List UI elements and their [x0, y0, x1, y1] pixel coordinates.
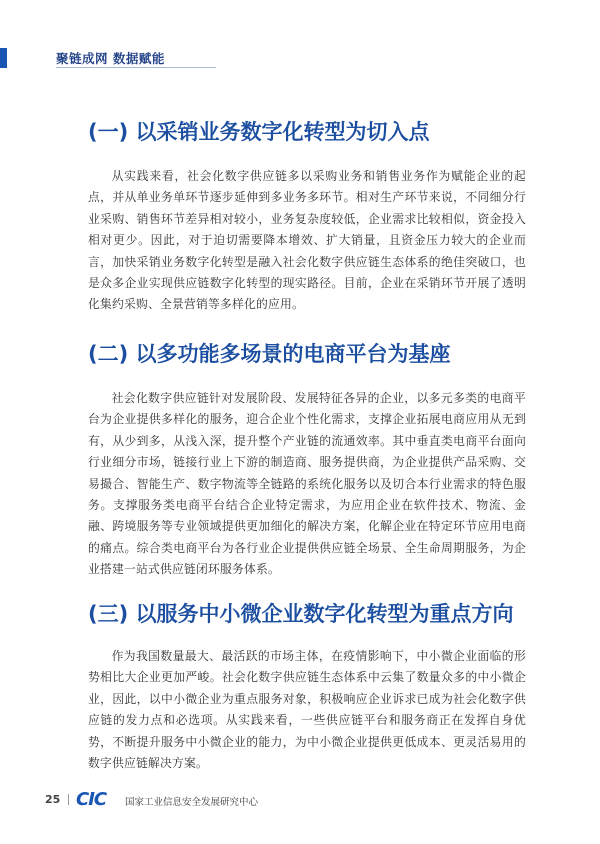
- section-3: [88, 600, 526, 774]
- running-header-title: 聚链成网 数据赋能: [56, 51, 165, 66]
- section-2-body: 社会化数字供应链针对发展阶段、发展特征各异的企业，以多元多类的电商平台为企业提供多样化的服务，迎合企业个性化需求，支撑企业拓展电商应用从无到有，从少到多，从浅入深，提升整个产业链的流通效率。其中垂直类电商平台面向行业细分市场，链接行业上下游的制造商、服务提供商，为企业提供产品采购、交易撮合、智能生产、数字物流等全链路的系统化服务以及切合本行业需求的特色服务。支撑服务类电商平台结合企业特定需求，为应用企业在软件技术、物流、金融、跨境服务等专业领域提供更加细化的解决方案，化解企业在特定环节应用电商的痛点。综合类电商平台为各行业企业提供供应链全场景、全生命周期服务，为企业搭建一站式供应链闭环服务体系。: [88, 391, 526, 577]
- section-2: [88, 340, 526, 581]
- section-1-body: 从实践来看，社会化数字供应链多以采购业务和销售业务作为赋能企业的起点，并从单业务单环节逐步延伸到多业务多环节。相对生产环节来说，不同细分行业采购、销售环节差异相对较小，业务复杂度较低，企业需求比较相似，资金投入相对更少。因此，对于迫切需要降本增效、扩大销量，且资金压力较大的企业而言，加快采销业务数字化转型是融入社会化数字供应链生态体系的绝佳突破口，也是众多企业实现供应链数字化转型的现实路径。目前，企业在采销环节开展了透明化集约采购、全景营销等多样化的应用。: [88, 169, 526, 312]
- organization-name: 国家工业信息安全发展研究中心: [125, 797, 259, 808]
- footer-divider: [68, 794, 69, 805]
- cic-logo-icon: CIC: [76, 789, 107, 810]
- section-1: [88, 118, 526, 316]
- running-header: [0, 48, 214, 68]
- header-underline: [56, 67, 216, 68]
- header-accent-bar: [0, 48, 7, 68]
- section-1-title: (一) 以采销业务数字化转型为切入点: [88, 120, 430, 144]
- page-number: 25: [45, 793, 61, 806]
- section-2-title: (二) 以多功能多场景的电商平台为基座: [88, 342, 451, 366]
- section-3-title: (三) 以服务中小微企业数字化转型为重点方向: [88, 602, 514, 626]
- section-3-body: 作为我国数量最大、最活跃的市场主体，在疫情影响下，中小微企业面临的形势相比大企业更加严峻。社会化数字供应链生态体系中云集了数量众多的中小微企业，因此，以中小微企业为重点服务对象，积极响应企业诉求已成为社会化数字供应链的发力点和必选项。从实践来看，一些供应链平台和服务商正在发挥自身优势，不断提升服务中小微企业的能力，为中小微企业提供更低成本、更灵活易用的数字供应链解决方案。: [88, 649, 526, 771]
- page-footer: [45, 790, 345, 810]
